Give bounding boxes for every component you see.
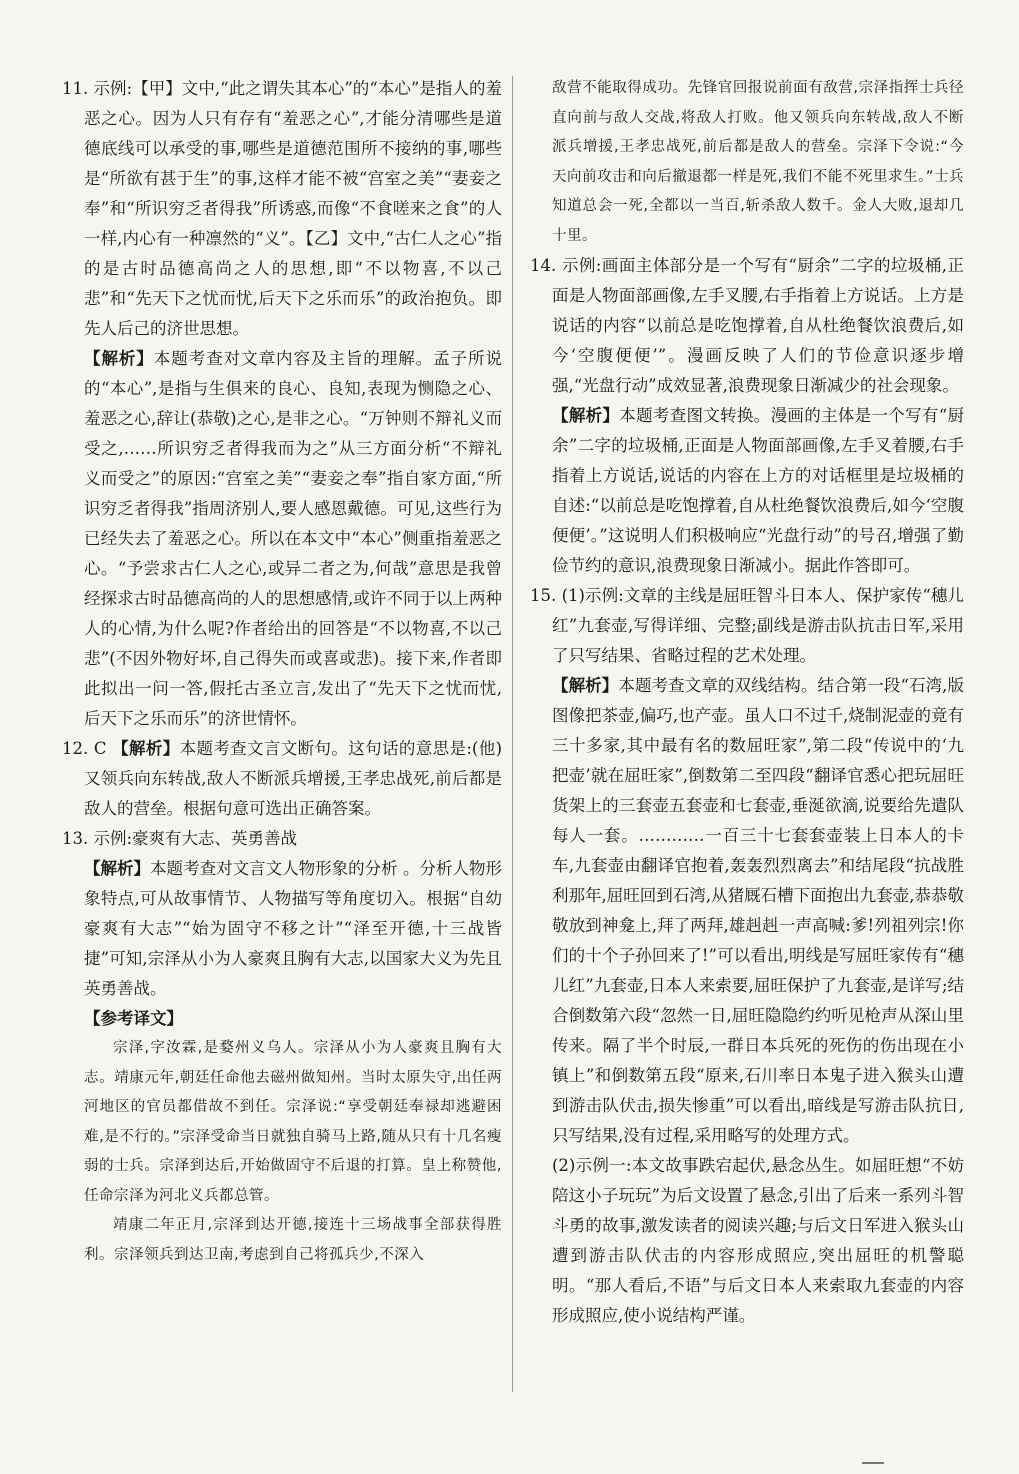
q11-answer: 11. 示例:【甲】文中,“此之谓失其本心”的“本心”是指人的羞恶之心。因为人只有存有“羞恶之心”,才能分清哪些是道德底线可以承受的事,哪些是道德范围所不接纳的事,哪些是“所欲有甚于生”的事,这样才能不被“宫室之美”“妻妾之奉”和“所识穷乏者得我”所诱惑,而像“不食嗟来之食”的人一样,内心有一种凛然的“义”。【乙】文中,“古仁人之心”指的是古时品德高尚之人的思想,即“不以物喜,不以己悲”和“先天下之忧而忧,后天下之乐而乐”的政治抱负。即先人后己的济世思想。 bbox=[62, 79, 502, 338]
q13-analysis bbox=[62, 854, 502, 1004]
q15-answer: 15. (1)示例:文章的主线是屈旺智斗日本人、保护家传“穗儿红”九套壶,写得详细、完整;副线是游击队抗击日军,采用了只写结果、省略过程的艺术处理。 bbox=[530, 586, 964, 665]
left-column bbox=[62, 74, 502, 1270]
q11-analysis bbox=[62, 344, 502, 734]
translation-title: 【参考译文】 bbox=[84, 1009, 183, 1028]
q14-answer: 14. 示例:画面主体部分是一个写有“厨余”二字的垃圾桶,正面是人物面部画像,左手叉腰,右手指着上方说话。上方是说话的内容“以前总是吃饱撑着,自从杜绝餐饮浪费后,如今‘空腹便便’”。漫画反映了人们的节俭意识逐步增强,“光盘行动”成效显著,浪费现象日渐减少的社会现象。 bbox=[530, 256, 964, 395]
analysis-label: 【解析】 bbox=[112, 739, 180, 758]
right-column bbox=[530, 74, 964, 1331]
analysis-text: 本题考查文章的双线结构。结合第一段“石湾,版图像把茶壶,偏巧,也产壶。虽人口不过千,烧制泥壶的竟有三十多家,其中最有名的数屈旺家”,第二段“传说中的‘九把壶’就在屈旺家”,倒数第二至四段“翻译官悉心把玩屈旺货架上的三套壶五套壶和七套壶,垂涎欲滴,说要给先遣队每人一套。…………一百三十七套套壶装上日本人的卡车,九套壶由翻译官抱着,轰轰烈烈离去”和结尾段“抗战胜利那年,屈旺回到石湾,从猪厩石槽下面抱出九套壶,恭恭敬敬放到神龛上,拜了两拜,雄赳赳一声高喊:爹!列祖列宗!你们的十个子孙回来了!”可以看出,明线是写屈旺家传有“穗儿红”九套壶,日本人来索要,屈旺保护了九套壶,是详写;结合倒数第六段“忽然一日,屈旺隐隐约约听见枪声从深山里传来。隔了半个时辰,一群日本兵死的死伤的伤出现在小镇上”和倒数第五段“原来,石川率日本鬼子进入猴头山遭到游击队伏击,损失惨重”可以看出,暗线是写游击队抗日,只写结果,没有过程,采用略写的处理方式。 bbox=[552, 676, 964, 1145]
analysis-label: 【解析】 bbox=[552, 676, 619, 695]
q12-answer bbox=[62, 734, 502, 824]
translation-continued: 敌营不能取得成功。先锋官回报说前面有敌营,宗泽指挥士兵径直向前与敌人交战,将敌人打败。他又领兵向东转战,敌人不断派兵增援,王孝忠战死,前后都是敌人的营垒。宗泽下令说:“今天向前攻击和向后撤退都一样是死,我们不能不死里求生。”士兵知道总会一死,全都以一当百,斩杀敌人数千。金人大败,退却几十里。 bbox=[552, 80, 964, 244]
q13-answer: 13. 示例:豪爽有大志、英勇善战 bbox=[62, 829, 298, 848]
analysis-text: 本题考查对文言文人物形象的分析 。分析人物形象特点,可从故事情节、人物描写等角度切入。根据“自幼豪爽有大志”“始为固守不移之计”“泽至开德,十三战皆捷”可知,宗泽从小为人豪爽且胸有大志,以国家大义为先且英勇善战。 bbox=[84, 859, 503, 998]
analysis-text: 本题考查文言文断句。这句话的意思是:(他)又领兵向东转战,敌人不断派兵增援,王孝忠战死,前后都是敌人的营垒。根据句意可选出正确答案。 bbox=[84, 739, 503, 818]
q15-analysis bbox=[530, 671, 964, 1151]
analysis-text: 本题考查对文章内容及主旨的理解。孟子所说的“本心”,是指与生俱来的良心、良知,表现为恻隐之心、羞恶之心,辞让(恭敬)之心,是非之心。“万钟则不辩礼义而受之,……所识穷乏者得我而为之”从三方面分析“不辩礼义而受之”的原因:“宫室之美”“妻妾之奉”指自家方面,“所识穷乏者得我”指周济别人,要人感恩戴德。可见,这些行为已经失去了羞恶之心。所以在本文中“本心”侧重指羞恶之心。“予尝求古仁人之心,或异二者之为,何哉”意思是我曾经探求古时品德高尚的人的思想感情,或许不同于以上两种人的心情,为什么呢?作者给出的回答是“不以物喜,不以己悲”(不因外物好坏,自己得失而或喜或悲)。接下来,作者即此拟出一问一答,假托古圣立言,发出了“先天下之忧而忧,后天下之乐而乐”的济世情怀。 bbox=[84, 349, 503, 728]
q14-analysis bbox=[530, 401, 964, 581]
analysis-label: 【解析】 bbox=[552, 406, 620, 425]
analysis-label: 【解析】 bbox=[84, 859, 151, 878]
page-footer-mark bbox=[862, 1462, 884, 1464]
translation-paragraph-2: 靖康二年正月,宗泽到达开德,接连十三场战事全部获得胜利。宗泽领兵到达卫南,考虑到自己将孤兵少,不深入 bbox=[84, 1217, 502, 1263]
translation-paragraph-1: 宗泽,字汝霖,是婺州义乌人。宗泽从小为人豪爽且胸有大志。靖康元年,朝廷任命他去磁州做知州。当时太原失守,出任两河地区的官员都借故不到任。宗泽说:“享受朝廷奉禄却逃避困难,是不行的。”宗泽受命当日就独自骑马上路,随从只有十几名瘦弱的士兵。宗泽到达后,开始做固守不后退的打算。皇上称赞他,任命宗泽为河北义兵都总管。 bbox=[84, 1040, 502, 1204]
q12-choice: 12. C bbox=[62, 739, 113, 758]
q15-part2: (2)示例一:本文故事跌宕起伏,悬念丛生。如屈旺想“不妨陪这小子玩玩”为后文设置了悬念,引出了后来一系列斗智斗勇的故事,激发读者的阅读兴趣;与后文日军进入猴头山遭到游击队伏击的内容形成照应,突出屈旺的机警聪明。“那人看后,不语”与后文日本人来索取九套壶的内容形成照应,使小说结构严谨。 bbox=[552, 1156, 964, 1325]
analysis-text: 本题考查图文转换。漫画的主体是一个写有“厨余”二字的垃圾桶,正面是人物面部画像,左手叉着腰,右手指着上方说话,说话的内容在上方的对话框里是垃圾桶的自述:“以前总是吃饱撑着,自从杜绝餐饮浪费后,如今‘空腹便便’。”这说明人们积极响应“光盘行动”的号召,增强了勤俭节约的意识,浪费现象日渐减小。据此作答即可。 bbox=[552, 406, 965, 575]
analysis-label: 【解析】 bbox=[84, 349, 154, 368]
column-divider bbox=[512, 76, 513, 1392]
